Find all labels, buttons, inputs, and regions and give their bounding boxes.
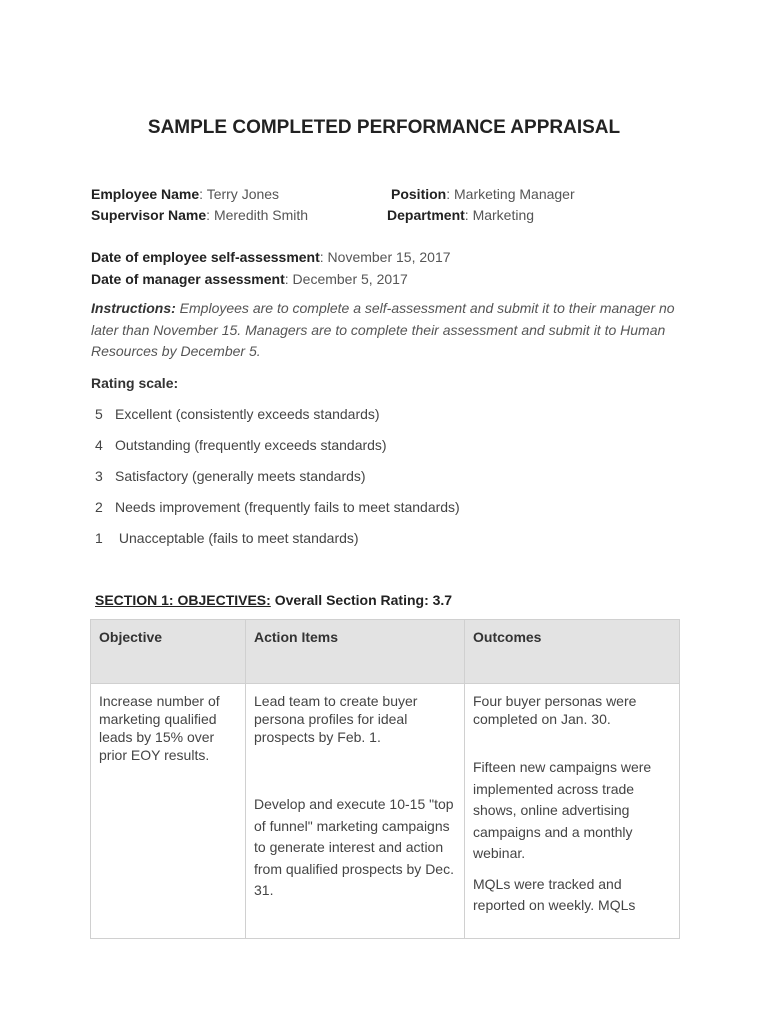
self-assessment-label: Date of employee self-assessment: [91, 249, 320, 265]
rating-scale-item: [95, 437, 387, 453]
supervisor-name-label: Supervisor Name: [91, 207, 207, 223]
supervisor-name-value: : Meredith Smith: [206, 207, 309, 223]
rating-description: Excellent (consistently exceeds standards): [115, 406, 380, 422]
outcome-item: Fifteen new campaigns were implemented across trade shows, online advertising campaigns and a monthly webinar.: [473, 759, 652, 861]
rating-number: 1: [95, 530, 103, 546]
action-items-cell: [246, 684, 465, 939]
rating-description: Satisfactory (generally meets standards): [115, 468, 366, 484]
manager-assessment-row: [91, 271, 408, 287]
manager-assessment-value: : December 5, 2017: [284, 271, 408, 287]
table-row: [91, 684, 680, 939]
rating-number: 5: [95, 406, 103, 422]
employee-name-value: : Terry Jones: [199, 186, 280, 202]
employee-name-row: [91, 186, 279, 202]
outcomes-column-header: Outcomes: [465, 620, 680, 684]
action-item: Lead team to create buyer persona profiles for ideal prospects by Feb. 1.: [254, 693, 418, 745]
department-value: : Marketing: [464, 207, 535, 223]
outcomes-cell: [465, 684, 680, 939]
self-assessment-value: : November 15, 2017: [319, 249, 451, 265]
employee-name-label: Employee Name: [91, 186, 200, 202]
action-items-column-header: Action Items: [246, 620, 465, 684]
section-1-label: SECTION 1: OBJECTIVES:: [95, 592, 271, 608]
instructions-text: Employees are to complete a self-assessment and submit it to their manager no later than November 15. Managers are to complete their assessment and submit it to Human Resources by December 5.: [91, 300, 675, 359]
rating-scale-item: [95, 499, 460, 515]
rating-description: Needs improvement (frequently fails to meet standards): [115, 499, 460, 515]
rating-description: Unacceptable (fails to meet standards): [115, 530, 359, 546]
position-label: Position: [391, 186, 447, 202]
outcome-item: Four buyer personas were completed on Jan. 30.: [473, 693, 637, 727]
rating-description: Outstanding (frequently exceeds standards): [115, 437, 387, 453]
rating-number: 2: [95, 499, 103, 515]
self-assessment-row: [91, 249, 451, 265]
section-1-heading: [95, 592, 452, 608]
outcome-item: MQLs were tracked and reported on weekly. MQLs: [473, 875, 636, 913]
rating-scale-item: [95, 468, 366, 484]
rating-scale-item: [95, 530, 359, 546]
department-row: [387, 207, 534, 223]
page-title: SAMPLE COMPLETED PERFORMANCE APPRAISAL: [147, 117, 621, 138]
rating-number: 3: [95, 468, 103, 484]
instructions-paragraph: [91, 298, 691, 363]
position-row: [391, 186, 575, 202]
objective-text: Increase number of marketing qualified leads by 15% over prior EOY results.: [99, 693, 220, 763]
supervisor-name-row: [91, 207, 308, 223]
table-header-row: [91, 620, 680, 684]
department-label: Department: [387, 207, 465, 223]
rating-number: 4: [95, 437, 103, 453]
position-value: : Marketing Manager: [446, 186, 575, 202]
instructions-label: Instructions:: [91, 300, 176, 316]
manager-assessment-label: Date of manager assessment: [91, 271, 285, 287]
objectives-table: [90, 619, 680, 939]
objective-cell: [91, 684, 246, 939]
rating-scale-item: [95, 406, 380, 422]
action-item: Develop and execute 10-15 "top of funnel" marketing campaigns to generate interest and action from qualified prospects by Dec. 31.: [254, 796, 454, 898]
rating-scale-heading: Rating scale:: [91, 375, 179, 391]
objective-column-header: Objective: [91, 620, 246, 684]
section-1-rating: Overall Section Rating: 3.7: [270, 592, 453, 608]
